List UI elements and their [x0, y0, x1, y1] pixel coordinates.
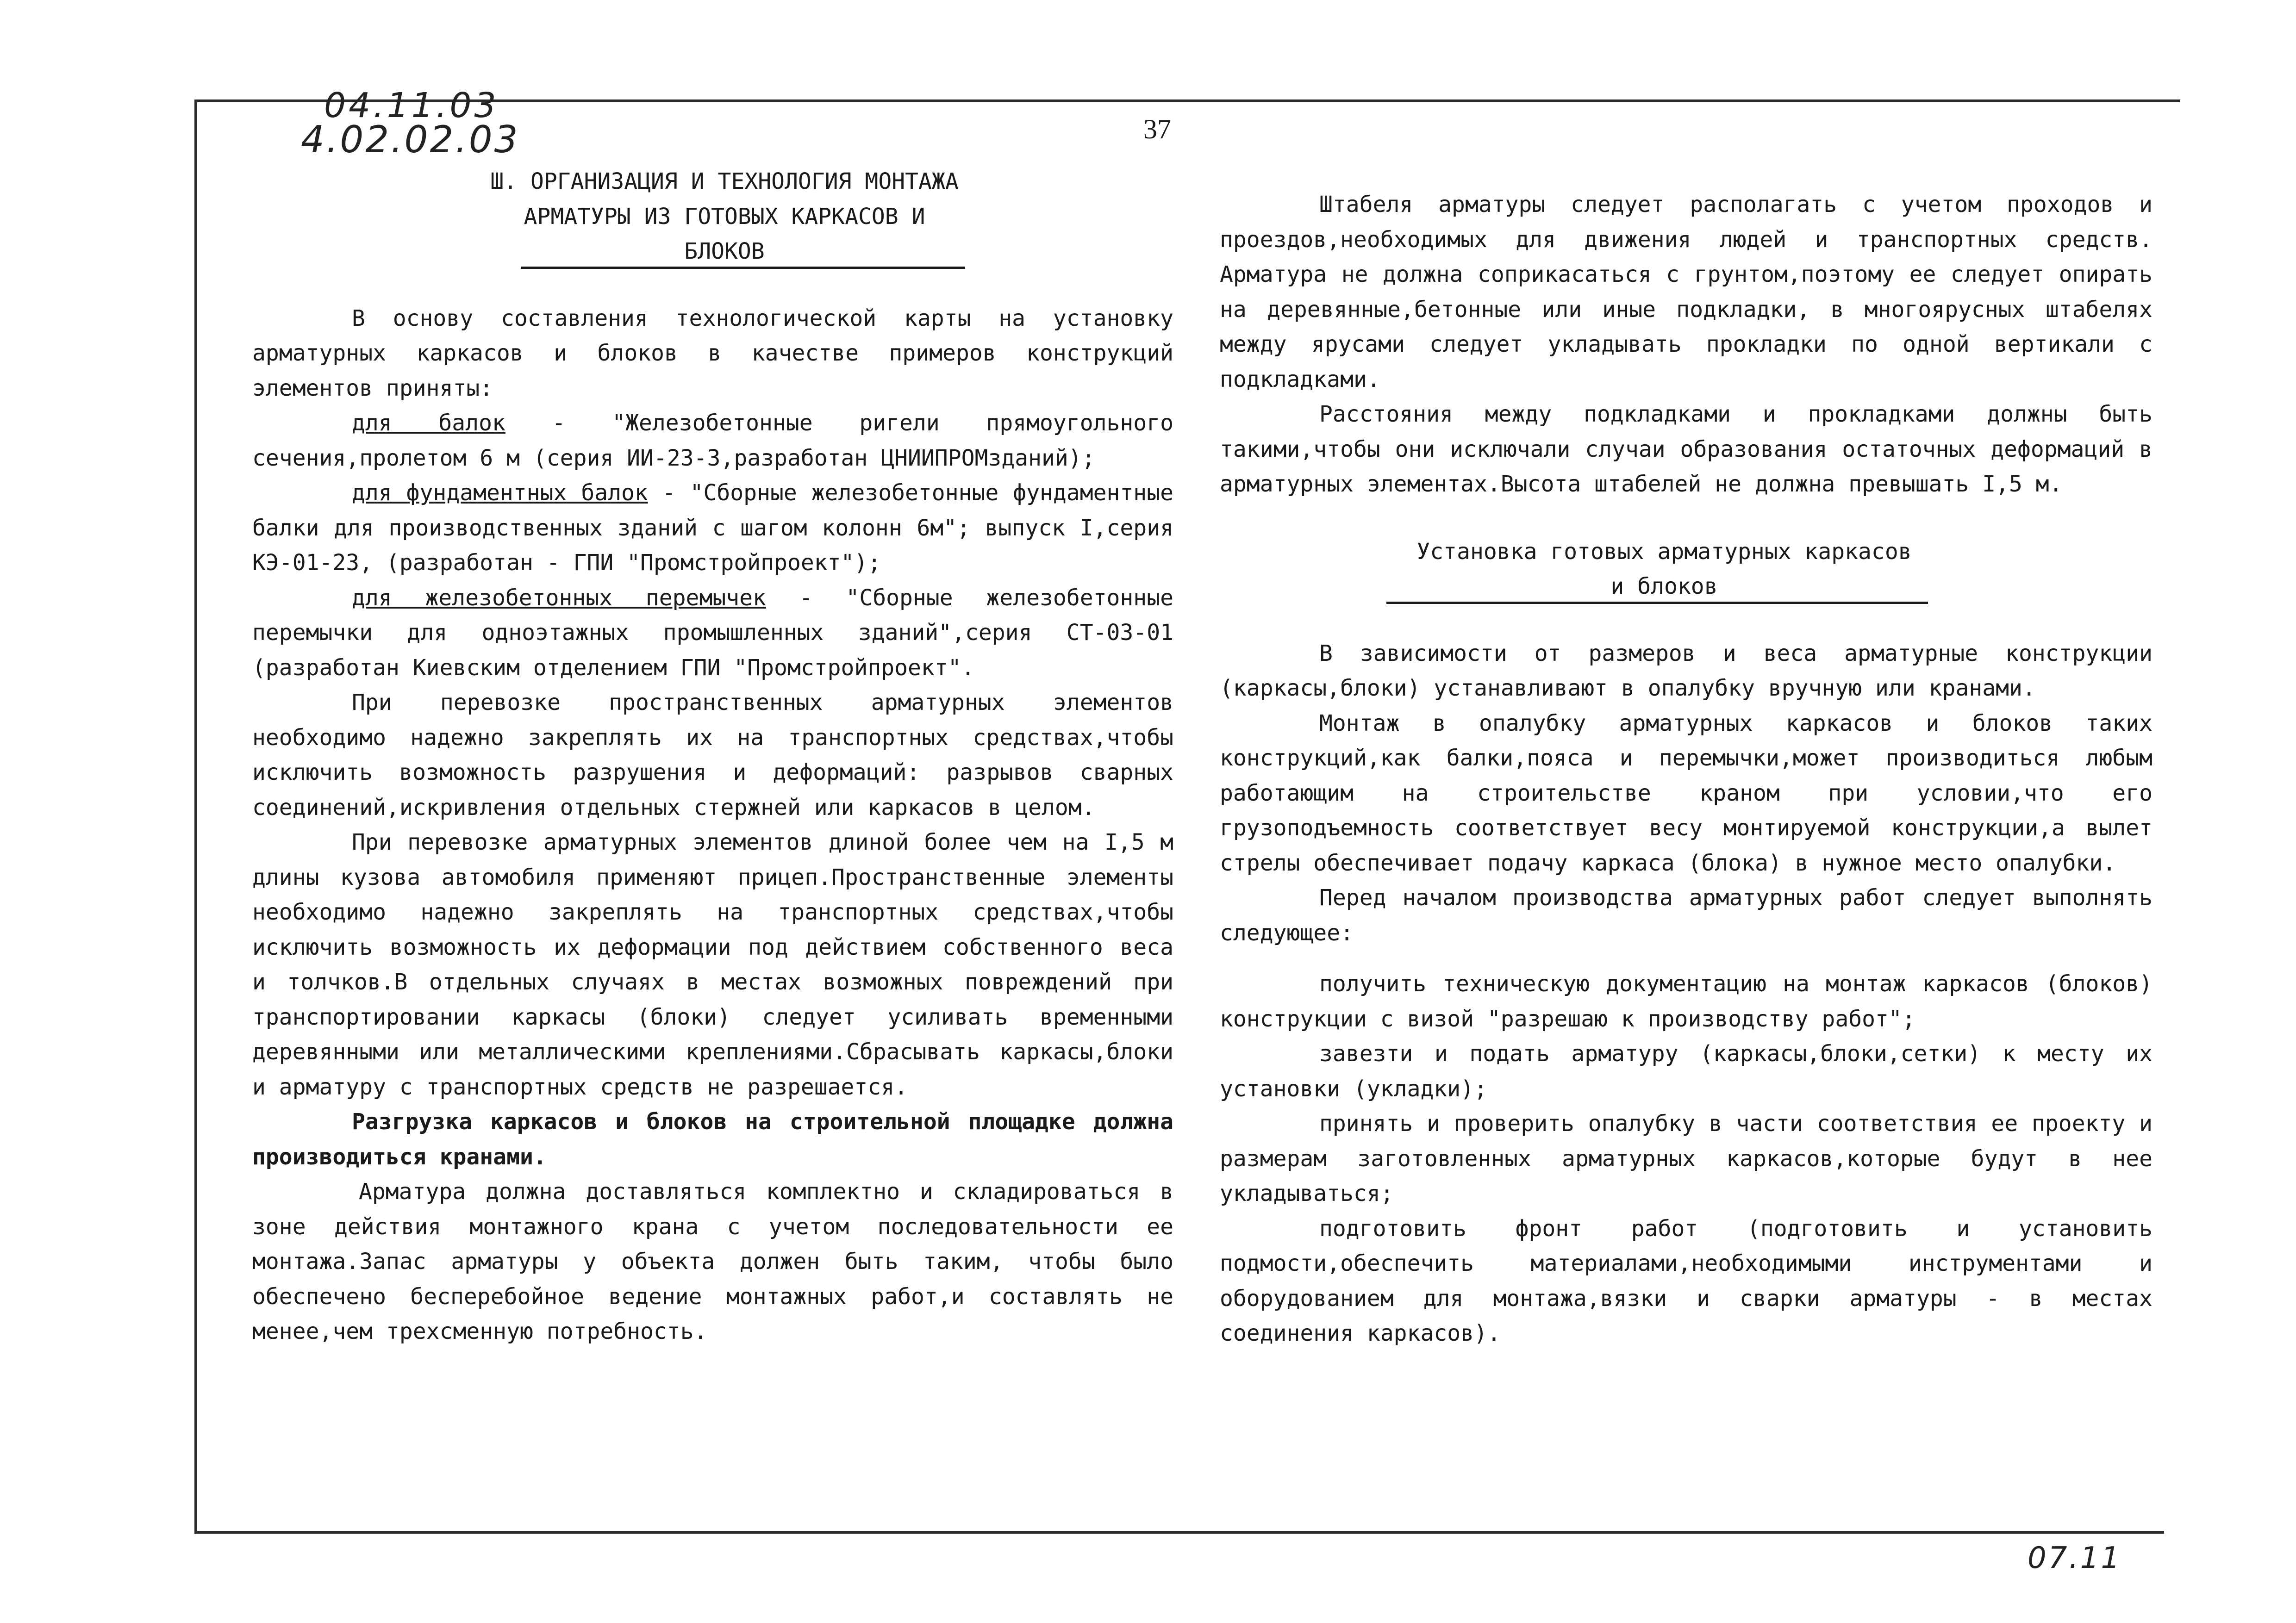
paragraph-foundation-beams: для фундаментных балок - "Сборные железобетонные фундаментные балки для производственных зданий с шагом колонн 6м"; выпуск I,серия КЭ-01-23, (разработан - ГПИ "Промстройпроект"); — [252, 480, 1173, 576]
frame-bottom-line — [194, 1531, 2164, 1534]
paragraph-prerequisites: Перед началом производства арматурных работ следует выполнять следующее: — [1220, 885, 2152, 946]
label-foundation-beams: для фундаментных балок — [352, 480, 648, 506]
subheading-line-2: и блоков — [1610, 573, 1718, 599]
subsection-heading — [1220, 535, 1942, 604]
label-beams: для балок — [352, 410, 505, 436]
page-number: 37 — [1143, 114, 1171, 144]
handwritten-footer-code: 07.11 — [2028, 1541, 2122, 1575]
paragraph-unloading: Разгрузка каркасов и блоков на строительной площадке должна производиться кранами. — [252, 1109, 1173, 1170]
heading-line-3: БЛОКОВ — [684, 238, 765, 264]
list-item-formwork: принять и проверить опалубку в части соответствия ее проекту и размерам заготовленных арматурных каркасов,которые будут в нее укладываться; — [1220, 1111, 2152, 1206]
heading-line-2: АРМАТУРЫ ИЗ ГОТОВЫХ КАРКАСОВ И — [524, 203, 925, 230]
handwritten-code-top: 04.11.03 — [324, 86, 499, 125]
paragraph-stacks: Штабеля арматуры следует располагать с учетом проходов и проездов,необходимых для движения людей и транспортных средств. Арматура не должна соприкасаться с грунтом,поэтому ее следует опирать на деревянные,бетонные или иные подкладки, в многоярусных штабелях между ярусами следует укладывать прокладки по одной вертикали с подкладками. — [1220, 192, 2152, 392]
paragraph-crane: Монтаж в опалубку арматурных каркасов и блоков таких конструкций,как балки,пояса и перемычки,может производиться любым работающим на строительстве краном при условии,что его грузоподъемность соответствует весу монтируемой конструкции,а вылет стрелы обеспечивает подачу каркаса (блока) в нужное место опалубки. — [1220, 710, 2152, 876]
label-lintels: для железобетонных перемычек — [352, 585, 766, 611]
paragraph-transport: При перевозке пространственных арматурных элементов необходимо надежно закреплять их на транспортных средствах,чтобы исключить возможность разрушения и деформаций: разрывов сварных соединений,искривления отдельных стержней или каркасов в целом. — [252, 690, 1173, 821]
list-item-deliver: завезти и подать арматуру (каркасы,блоки,сетки) к месту их установки (укладки); — [1220, 1041, 2152, 1102]
paragraph-installation: В зависимости от размеров и веса арматурные конструкции (каркасы,блоки) устанавливают в опалубку вручную или кранами. — [1220, 640, 2152, 701]
subheading-line-1: Установка готовых арматурных каркасов — [1416, 538, 1912, 565]
section-heading — [252, 164, 1021, 269]
heading-line-1: Ш. ОРГАНИЗАЦИЯ И ТЕХНОЛОГИЯ МОНТАЖА — [490, 168, 959, 194]
list-item-documentation: получить техническую документацию на монтаж каркасов (блоков) конструкции с визой "разрешаю к производству работ"; — [1220, 971, 2152, 1032]
frame-left-line — [194, 99, 197, 1532]
paragraph-spacing: Расстояния между подкладками и прокладками должны быть такими,чтобы они исключали случаи образования остаточных деформаций в арматурных элементах.Высота штабелей не должна превышать I,5 м. — [1220, 401, 2152, 497]
left-column — [252, 164, 1173, 1349]
paragraph-delivery: Арматура должна доставляться комплектно и складироваться в зоне действия монтажного крана с учетом последовательности ее монтажа.Запас арматуры у объекта должен быть таким, чтобы было обеспечено бесперебойное ведение монтажных работ,и составлять не менее,чем трехсменную потребность. — [252, 1179, 1173, 1344]
list-item-work-front: подготовить фронт работ (подготовить и установить подмости,обеспечить материалами,необходимыми инструментами и оборудованием для монтажа,вязки и сварки арматуры - в местах соединения каркасов). — [1220, 1215, 2152, 1346]
paragraph-beams: для балок - "Железобетонные ригели прямоугольного сечения,пролетом 6 м (серия ИИ-23-3,разработан ЦНИИПРОМзданий); — [252, 410, 1174, 471]
handwritten-code-bottom: 4.02.02.03 — [301, 118, 520, 161]
right-column — [1220, 187, 2152, 1351]
paragraph-trailer: При перевозке арматурных элементов длиной более чем на I,5 м длины кузова автомобиля применяют прицеп.Пространственные элементы необходимо надежно закреплять на транспортных средствах,чтобы исключить возможность их деформации под действием собственного веса и толчков.В отдельных случаях в местах возможных повреждений при транспортировании каркасы (блоки) следует усиливать временными деревянными или металлическими креплениями.Сбрасывать каркасы,блоки и арматуру с транспортных средств не разрешается. — [252, 829, 1173, 1100]
paragraph-lintels: для железобетонных перемычек - "Сборные железобетонные перемычки для одноэтажных промышленных зданий",серия СТ-03-01 (разработан Киевским отделением ГПИ "Промстройпроект". — [252, 585, 1174, 681]
paragraph-intro: В основу составления технологической карты на установку арматурных каркасов и блоков в качестве примеров конструкций элементов приняты: — [252, 305, 1173, 401]
